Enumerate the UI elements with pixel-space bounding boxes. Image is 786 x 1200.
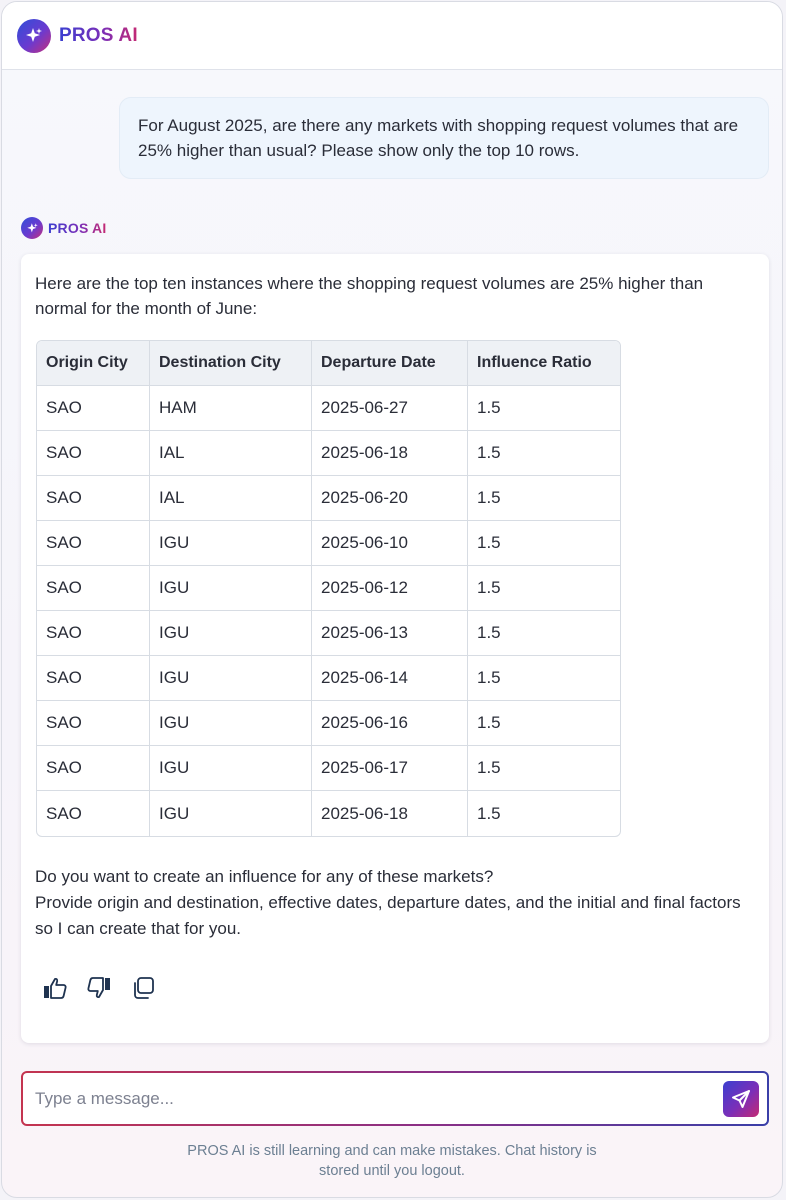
- cell-influence-ratio: 1.5: [468, 521, 620, 566]
- message-actions: [41, 974, 157, 1002]
- assistant-label: [21, 217, 106, 239]
- table-row: [37, 701, 620, 746]
- cell-origin-city: SAO: [37, 746, 150, 791]
- table-row: [37, 386, 620, 431]
- app-header: [2, 2, 782, 70]
- pros-ai-logo-icon: [17, 19, 51, 53]
- disclaimer-line-2: stored until you logout.: [319, 1163, 465, 1179]
- send-icon: [730, 1088, 752, 1110]
- followup-question: Do you want to create an influence for any of these markets?: [35, 867, 494, 886]
- cell-departure-date: 2025-06-20: [312, 476, 468, 521]
- thumbs-up-button[interactable]: [41, 974, 69, 1002]
- assistant-intro-text: Here are the top ten instances where the shopping request volumes are 25% higher than normal for the month of June:: [35, 274, 704, 318]
- cell-departure-date: 2025-06-14: [312, 656, 468, 701]
- cell-origin-city: SAO: [37, 701, 150, 746]
- column-header-destination-city: Destination City: [150, 341, 312, 386]
- results-table: [36, 340, 621, 837]
- cell-destination-city: IGU: [150, 566, 312, 611]
- cell-destination-city: IAL: [150, 431, 312, 476]
- cell-destination-city: IGU: [150, 746, 312, 791]
- column-header-departure-date: Departure Date: [312, 341, 468, 386]
- cell-origin-city: SAO: [37, 566, 150, 611]
- cell-destination-city: IGU: [150, 656, 312, 701]
- table-row: [37, 476, 620, 521]
- cell-departure-date: 2025-06-27: [312, 386, 468, 431]
- cell-influence-ratio: 1.5: [468, 566, 620, 611]
- cell-origin-city: SAO: [37, 656, 150, 701]
- table-row: [37, 566, 620, 611]
- cell-destination-city: HAM: [150, 386, 312, 431]
- table-row: [37, 746, 620, 791]
- cell-influence-ratio: 1.5: [468, 656, 620, 701]
- thumbs-down-icon: [86, 975, 112, 1001]
- cell-origin-city: SAO: [37, 521, 150, 566]
- cell-departure-date: 2025-06-18: [312, 791, 468, 836]
- cell-destination-city: IGU: [150, 701, 312, 746]
- send-button[interactable]: [723, 1081, 759, 1117]
- table-row: [37, 521, 620, 566]
- table-row: [37, 431, 620, 476]
- assistant-message: [21, 254, 769, 1043]
- cell-departure-date: 2025-06-18: [312, 431, 468, 476]
- message-input[interactable]: [35, 1089, 723, 1109]
- composer-inner: [23, 1073, 767, 1124]
- thumbs-down-button[interactable]: [85, 974, 113, 1002]
- cell-influence-ratio: 1.5: [468, 746, 620, 791]
- assistant-name: PROS AI: [48, 220, 107, 236]
- table-header-row: [37, 341, 620, 386]
- cell-destination-city: IGU: [150, 611, 312, 656]
- cell-influence-ratio: 1.5: [468, 476, 620, 521]
- thumbs-up-icon: [42, 975, 68, 1001]
- cell-influence-ratio: 1.5: [468, 701, 620, 746]
- cell-origin-city: SAO: [37, 386, 150, 431]
- table-row: [37, 656, 620, 701]
- column-header-origin-city: Origin City: [37, 341, 150, 386]
- cell-influence-ratio: 1.5: [477, 803, 501, 823]
- chat-window: [1, 1, 783, 1198]
- cell-destination-city: IGU: [150, 521, 312, 566]
- cell-influence-ratio: 1.5: [468, 611, 620, 656]
- cell-departure-date: 2025-06-12: [312, 566, 468, 611]
- followup-instructions: Provide origin and destination, effective dates, departure dates, and the initial and final factors so I can create that for you.: [35, 893, 741, 938]
- message-composer: [21, 1071, 769, 1126]
- user-message: For August 2025, are there any markets with shopping request volumes that are 25% higher than usual? Please show only the top 10 rows.: [119, 97, 769, 179]
- table-row: [37, 611, 620, 656]
- cell-origin-city: SAO: [37, 476, 150, 521]
- cell-origin-city: SAO: [37, 431, 150, 476]
- cell-destination-city: IAL: [150, 476, 312, 521]
- cell-departure-date: 2025-06-10: [312, 521, 468, 566]
- disclaimer: [2, 1141, 782, 1181]
- table-row: [37, 791, 620, 836]
- cell-origin-city: SAO: [37, 611, 150, 656]
- cell-origin-city: SAO: [37, 791, 150, 836]
- app-title: PROS AI: [59, 24, 138, 46]
- cell-destination-city: IGU: [150, 791, 312, 836]
- copy-icon: [130, 975, 156, 1001]
- pros-ai-avatar-icon: [21, 217, 43, 239]
- copy-button[interactable]: [129, 974, 157, 1002]
- cell-departure-date: 2025-06-13: [312, 611, 468, 656]
- cell-influence-ratio: 1.5: [468, 386, 620, 431]
- column-header-influence-ratio: Influence Ratio: [468, 341, 620, 386]
- assistant-followup-text: [35, 864, 755, 942]
- cell-departure-date: 2025-06-16: [312, 701, 468, 746]
- cell-departure-date: 2025-06-17: [312, 746, 468, 791]
- cell-influence-ratio: 1.5: [468, 431, 620, 476]
- disclaimer-line-1: PROS AI is still learning and can make mistakes. Chat history is: [187, 1143, 597, 1159]
